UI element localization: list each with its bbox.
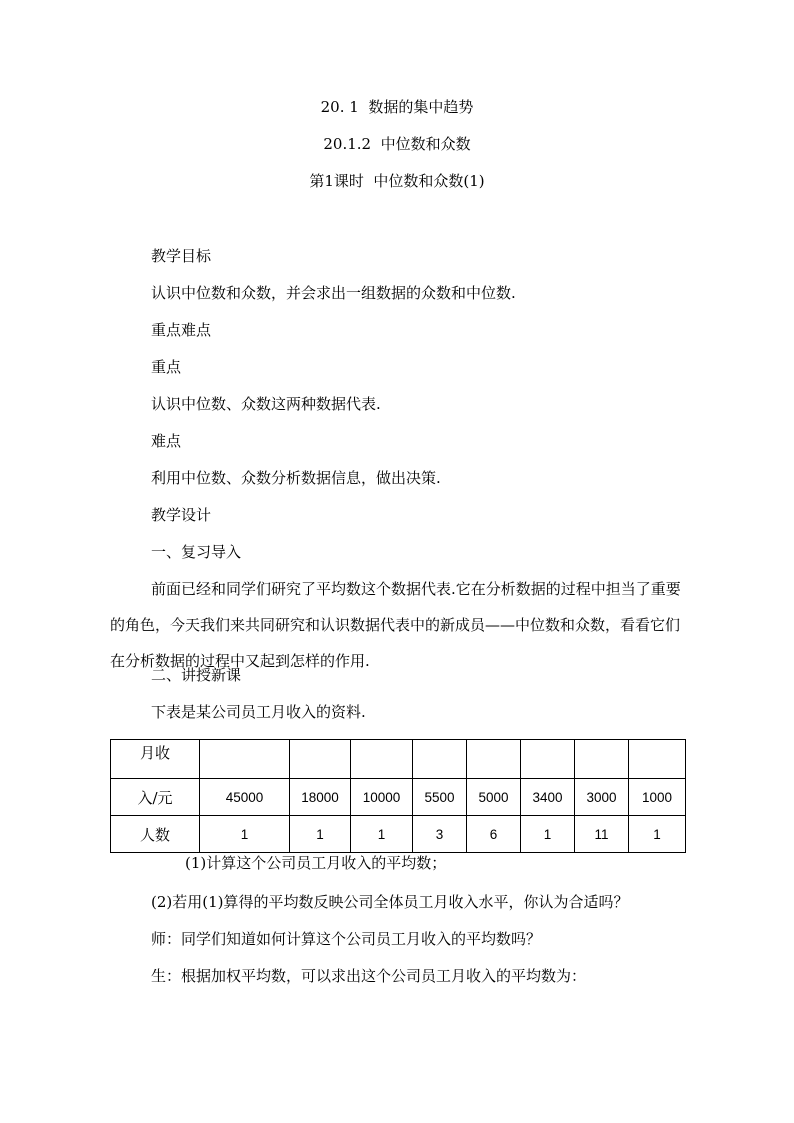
- row-label-count: 人数: [111, 816, 200, 853]
- teacher-line: 师：同学们知道如何计算这个公司员工月收入的平均数吗？: [151, 930, 542, 948]
- count-cell: 3: [413, 816, 467, 853]
- goal-heading: 教学目标: [151, 247, 212, 265]
- question-2: (2)若用(1)算得的平均数反映公司全体员工月收入水平，你认为合适吗？: [151, 893, 629, 911]
- difficulty-text: 利用中位数、众数分析数据信息，做出决策.: [151, 469, 441, 487]
- row-label-income: 入/元: [111, 779, 200, 816]
- income-cell: 45000: [200, 779, 290, 816]
- table-row: [111, 779, 686, 816]
- difficulty-heading: 难点: [151, 432, 182, 450]
- section-title: 20. 1 数据的集中趋势: [320, 98, 474, 116]
- part1-paragraph: 前面已经和同学们研究了平均数这个数据代表.它在分析数据的过程中担当了重要的角色，今天我们来共同研究和认识数据代表中的新成员——中位数和众数，看看它们在分析数据的过程中又起到怎样的作用.: [110, 580, 681, 670]
- count-cell: 1: [290, 816, 351, 853]
- row-label-top: 月收: [111, 740, 200, 779]
- income-cell: 5500: [413, 779, 467, 816]
- income-table: [110, 739, 686, 853]
- part1-heading: 一、复习导入: [151, 543, 242, 561]
- income-cell: 10000: [351, 779, 413, 816]
- keypoints-heading: 重点难点: [151, 321, 212, 339]
- lesson-title: 第1课时 中位数和众数(1): [309, 172, 485, 190]
- subsection-title: 20.1.2 中位数和众数: [323, 135, 471, 153]
- count-cell: 11: [575, 816, 629, 853]
- student-line: 生：根据加权平均数，可以求出这个公司员工月收入的平均数为：: [151, 967, 587, 985]
- key-heading: 重点: [151, 358, 182, 376]
- count-cell: 1: [521, 816, 575, 853]
- goal-text: 认识中位数和众数，并会求出一组数据的众数和中位数.: [151, 284, 516, 302]
- income-cell: 5000: [467, 779, 521, 816]
- question-1: (1)计算这个公司员工月收入的平均数；: [185, 854, 447, 872]
- count-cell: 1: [200, 816, 290, 853]
- table-row: [111, 816, 686, 853]
- count-cell: 1: [351, 816, 413, 853]
- key-text: 认识中位数、众数这两种数据代表.: [151, 395, 381, 413]
- count-cell: 6: [467, 816, 521, 853]
- table-row: [111, 740, 686, 779]
- design-heading: 教学设计: [151, 506, 212, 524]
- income-cell: 18000: [290, 779, 351, 816]
- table-intro: 下表是某公司员工月收入的资料.: [151, 703, 366, 721]
- count-cell: 1: [629, 816, 686, 853]
- income-cell: 1000: [629, 779, 686, 816]
- income-cell: 3400: [521, 779, 575, 816]
- part2-heading: 二、讲授新课: [151, 666, 242, 684]
- income-cell: 3000: [575, 779, 629, 816]
